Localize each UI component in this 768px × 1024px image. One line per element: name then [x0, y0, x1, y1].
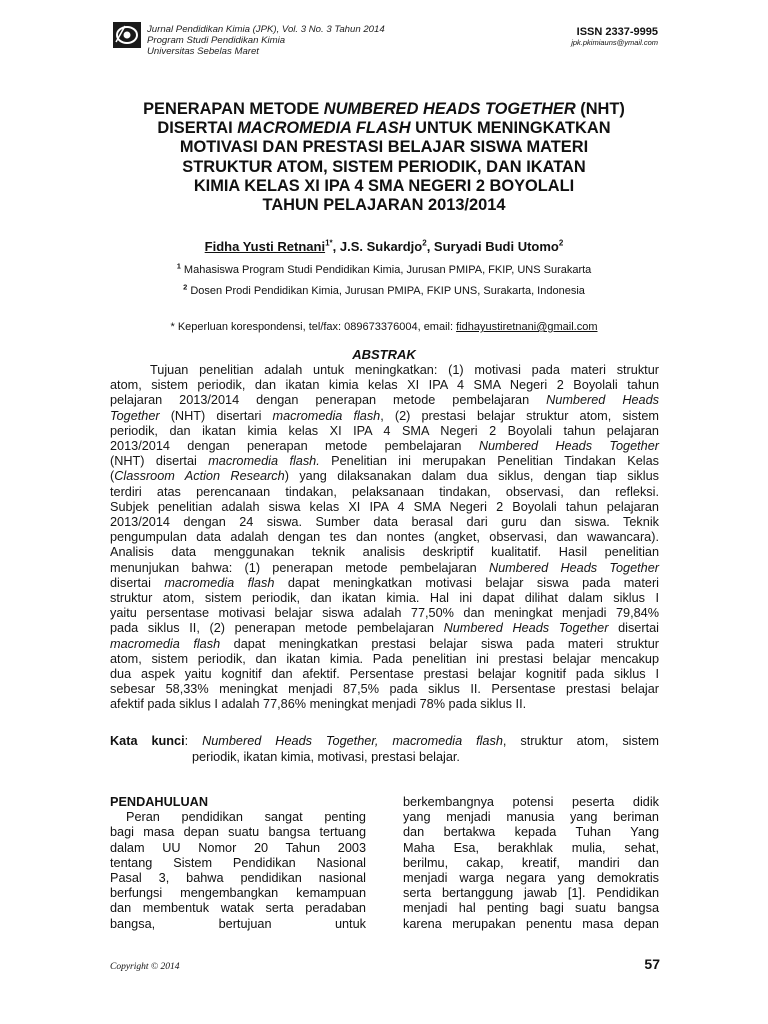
- journal-logo-icon: [113, 22, 141, 48]
- paragraph-line: tentang Sistem Pendidikan Nasional: [110, 855, 366, 870]
- title-text-italic: NUMBERED HEADS TOGETHER: [323, 100, 576, 118]
- affiliation-mark: 2: [183, 282, 188, 292]
- keywords-text-italic: Numbered Heads Together, macromedia flash: [202, 734, 503, 748]
- abstract-body: [110, 363, 659, 713]
- paragraph-line: berilmu, cakap, kreatif, mandiri dan: [403, 855, 659, 870]
- paragraph-line: berkembangnya potensi peserta didik: [403, 795, 659, 809]
- author-mark: 2: [558, 238, 564, 248]
- author-separator: ,: [426, 239, 434, 254]
- abstract-text: 2013/2014 dengan penerapan metode pembelajaran: [110, 439, 479, 454]
- abstract-line: [110, 409, 659, 424]
- abstract-text: , (2) prestasi belajar struktur atom, sistem: [380, 408, 659, 423]
- journal-email: jpk.pkimiauns@ymail.com: [571, 38, 658, 47]
- affiliation-2: [96, 284, 672, 298]
- abstract-text: dapat meningkatkan prestasi belajar siswa pada materi struktur: [220, 636, 659, 651]
- abstract-line: atom, sistem periodik, dan ikatan kimia kelas XI IPA 4 SMA Negeri 2 Boyolali tahun: [110, 378, 659, 393]
- paragraph-line: bangsa, bertujuan untuk: [110, 916, 366, 931]
- abstract-text: disertai: [110, 575, 165, 590]
- abstract-text: dapat meningkatkan motivasi belajar siswa pada materi: [274, 575, 659, 590]
- abstract-line: [110, 576, 659, 591]
- title-text: DISERTAI: [157, 119, 238, 138]
- abstract-text-italic: Together: [110, 408, 160, 423]
- abstract-line: atom, sistem periodik, dan ikatan kimia. Pada penelitian ini prestasi belajar mencakup: [110, 651, 659, 666]
- title-line: [96, 100, 672, 119]
- keywords: [110, 734, 659, 765]
- abstract-text-italic: Numbered Heads Together: [478, 439, 660, 454]
- paragraph-line: Peran pendidikan sangat penting: [126, 810, 366, 825]
- abstract-text: (NHT) disertai: [110, 454, 209, 469]
- paragraph-line: serta bertanggung jawab [1]. Pendidikan: [403, 886, 659, 901]
- abstract-line: [110, 621, 659, 636]
- title-line: [96, 119, 672, 138]
- author-mark: 2: [422, 238, 427, 248]
- journal-line: Jurnal Pendidikan Kimia (JPK), Vol. 3 No. 3 Tahun 2014: [147, 24, 385, 35]
- paragraph-line: menjadi hal penting bagi suatu bangsa: [403, 901, 659, 916]
- title-line: STRUKTUR ATOM, SISTEM PERIODIK, DAN IKATAN: [182, 157, 586, 176]
- abstract-line: Analisis data menggunakan teknik analisis deskriptif kualitatif. Hasil penelitian: [110, 545, 659, 560]
- copyright: Copyright © 2014: [110, 962, 180, 972]
- journal-line: Program Studi Pendidikan Kimia: [147, 35, 286, 46]
- abstract-text: disertai: [608, 621, 659, 636]
- abstract-text-italic: Classroom Action Research: [114, 469, 285, 484]
- paragraph-line: dan bertakwa kepada Tuhan Yang: [403, 825, 659, 840]
- journal-info: [147, 24, 385, 57]
- abstract-text: Penelitian ini merupakan Penelitian Tindakan Kelas: [319, 454, 660, 469]
- page-number: 57: [644, 956, 660, 972]
- author-mark: 1*: [325, 238, 333, 248]
- issn-number: ISSN 2337-9995: [576, 26, 658, 38]
- title-text: UNTUK MENINGKATKAN: [410, 119, 611, 138]
- author-name: Fidha Yusti Retnani: [204, 239, 326, 254]
- keywords-line: [110, 734, 659, 750]
- correspondence-email[interactable]: fidhayustiretnani@gmail.com: [456, 321, 598, 333]
- section-heading: PENDAHULUAN: [110, 795, 208, 809]
- correspondence: [96, 320, 672, 334]
- abstract-line: struktur atom, sistem periodik, dan ikatan kimia. Hal ini dapat dilihat dalam siklus I: [110, 591, 659, 606]
- abstract-line: Subjek penelitian adalah siswa kelas XI IPA 4 SMA Negeri 2 Boyolali tahun pelajaran: [110, 499, 659, 514]
- abstract-line: [110, 439, 659, 454]
- keywords-text: :: [184, 734, 203, 748]
- title-line: MOTIVASI DAN PRESTASI BELAJAR SISWA MATERI: [179, 138, 589, 157]
- paragraph-line: dalam UU Nomor 20 Tahun 2003: [110, 840, 366, 855]
- affiliation-mark: 1: [176, 261, 181, 271]
- abstract-line: [110, 393, 659, 408]
- keywords-text: , struktur atom, sistem: [502, 734, 659, 748]
- paragraph-line: Maha Esa, berakhlak mulia, sehat,: [403, 840, 659, 855]
- affiliation-text: Dosen Prodi Pendidikan Kimia, Jurusan PMIPA, FKIP UNS, Surakarta, Indonesia: [190, 285, 585, 297]
- author-name: Suryadi Budi Utomo: [433, 239, 559, 254]
- abstract-line: Tujuan penelitian adalah untuk meningkatkan: (1) motivasi pada materi struktur: [150, 363, 659, 377]
- author-list: [96, 238, 672, 256]
- paper-title: [96, 100, 672, 215]
- abstract-line: [110, 561, 659, 576]
- abstract-text-italic: Numbered Heads Together: [488, 560, 659, 575]
- correspondence-text: * Keperluan korespondensi, tel/fax: 089673376004, email:: [170, 321, 457, 333]
- abstract-text-italic: macromedia flash: [272, 408, 381, 423]
- abstract-line: yaitu persentase motivasi belajar siswa adalah 77,50% dan meningkat menjadi 79,84%: [110, 606, 659, 621]
- affiliation-1: [96, 263, 672, 277]
- abstract-text-italic: macromedia flash.: [208, 454, 320, 469]
- paragraph-line: yang menjadi manusia yang beriman: [403, 810, 659, 825]
- abstract-line: 2013/2014 dengan 24 siswa. Sumber data berasal dari guru dan siswa. Teknik: [110, 515, 659, 530]
- intro-right-column: [403, 795, 659, 932]
- abstract-text-italic: macromedia flash: [164, 575, 275, 590]
- abstract-line: pengumpulan data adalah dengan tes dan nontes (angket, observasi, dan wawancara).: [110, 530, 659, 545]
- keywords-label: Kata kunci: [110, 734, 185, 748]
- paragraph-line: menjadi warga negara yang demokratis: [403, 871, 659, 886]
- title-text: PENERAPAN METODE: [143, 100, 324, 118]
- title-line: KIMIA KELAS XI IPA 4 SMA NEGERI 2 BOYOLALI: [193, 176, 575, 195]
- abstract-line: afektif pada siklus I adalah 77,86% meningkat menjadi 78% pada siklus II.: [110, 697, 527, 712]
- paragraph-line: karena merupakan penentu masa depan: [403, 916, 659, 931]
- abstract-line: [110, 637, 659, 652]
- paragraph-line: dan membentuk watak serta peradaban: [110, 901, 366, 916]
- abstract-line: [110, 469, 659, 484]
- intro-left-column: [110, 795, 366, 932]
- title-text: (NHT): [575, 100, 625, 118]
- abstract-line: terdiri atas perencanaan tindakan, pelaksanaan tindakan, observasi, dan refleksi.: [110, 484, 659, 499]
- abstract-text: ) yang dilaksanakan dalam dua siklus, dengan tiap siklus: [284, 469, 659, 484]
- abstract-line: [110, 454, 659, 469]
- paragraph-line: berfungsi mengembangkan kemampuan: [110, 886, 366, 901]
- title-line: TAHUN PELAJARAN 2013/2014: [262, 196, 506, 215]
- abstract-text-italic: Numbered Heads Together: [443, 621, 609, 636]
- journal-line: Universitas Sebelas Maret: [147, 46, 259, 57]
- affiliation-text: Mahasiswa Program Studi Pendidikan Kimia, Jurusan PMIPA, FKIP, UNS Surakarta: [183, 264, 592, 276]
- abstract-line: dua aspek yaitu kognitif dan afektif. Persentase prestasi belajar kognitif pada siklus I: [110, 667, 659, 682]
- keywords-line: periodik, ikatan kimia, motivasi, prestasi belajar.: [192, 749, 460, 764]
- abstract-text: (NHT) disertari: [159, 408, 273, 423]
- abstract-line: periodik, dan ikatan kimia kelas XI IPA 4 SMA Negeri 2 Boyolali tahun pelajaran: [110, 423, 659, 438]
- abstract-text: menunjukan bahwa: (1) penerapan metode pembelajaran: [110, 560, 489, 575]
- abstract-text: pada siklus II, (2) penerapan metode pembelajaran: [110, 621, 444, 636]
- title-text-italic: MACROMEDIA FLASH: [237, 119, 411, 138]
- abstract-text-italic: macromedia flash: [110, 636, 221, 651]
- abstract-heading: ABSTRAK: [352, 347, 416, 362]
- author-name: J.S. Sukardjo: [339, 239, 423, 254]
- paragraph-line: Pasal 3, bahwa pendidikan nasional: [110, 871, 366, 886]
- abstract-text: (: [110, 469, 115, 484]
- paragraph-line: bagi masa depan suatu bangsa tertuang: [110, 825, 366, 840]
- abstract-text-italic: Numbered Heads: [546, 393, 659, 408]
- issn-block: [571, 26, 658, 48]
- author-separator: ,: [332, 239, 340, 254]
- abstract-line: sebesar 58,33% meningkat menjadi 87,5% pada siklus II. Persentase prestasi belajar: [110, 682, 659, 697]
- abstract-text: pelajaran 2013/2014 dengan penerapan metode pembelajaran: [110, 393, 547, 408]
